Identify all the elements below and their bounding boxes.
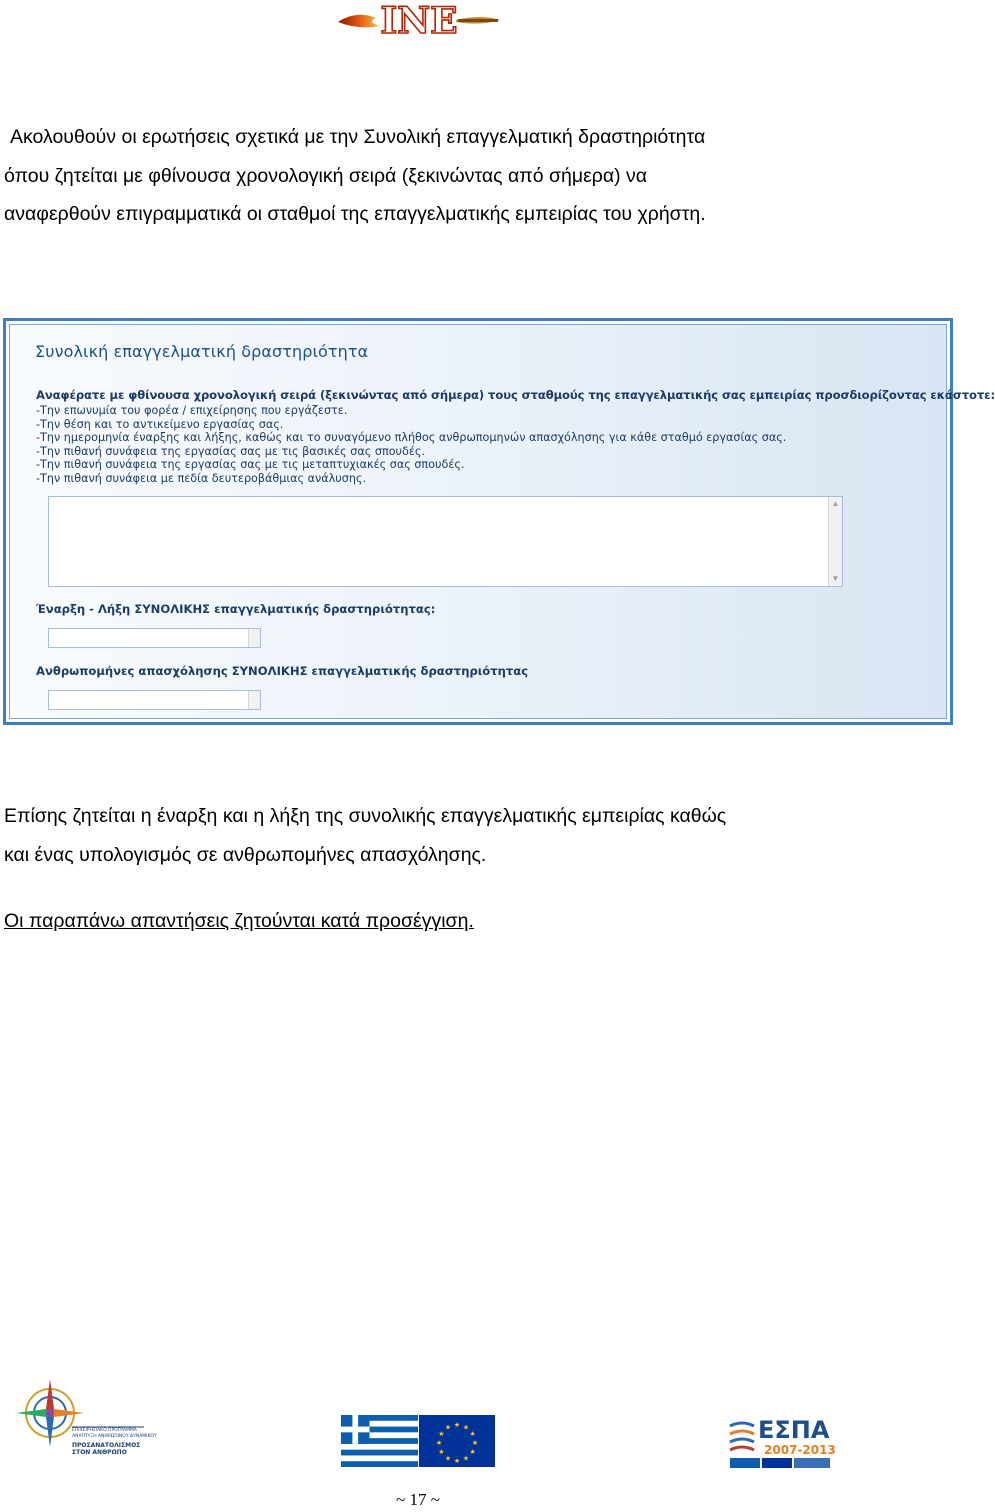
list-item: -Την επωνυμία του φορέα / επιχείρησης που εργάζεστε.: [36, 404, 348, 417]
program-logo-text: ΕΠΙΧΕΙΡΗΣΙΑΚΟ ΠΡΟΓΡΑΜΜΑ: [72, 1428, 137, 1433]
start-end-label: Έναρξη - Λήξη ΣΥΝΟΛΙΚΗΣ επαγγελματικής δραστηριότητας:: [36, 602, 436, 616]
svg-text:★: ★: [462, 1423, 470, 1432]
svg-text:★: ★: [444, 1423, 452, 1432]
svg-text:★: ★: [453, 1421, 461, 1429]
form-title: Συνολική επαγγελματική δραστηριότητα: [35, 342, 369, 361]
list-item: -Την θέση και το αντικείμενο εργασίας σας.: [36, 417, 284, 431]
svg-text:★: ★: [438, 1430, 445, 1438]
svg-text:★: ★: [471, 1439, 479, 1447]
approximation-note: Οι παραπάνω απαντήσεις ζητούνται κατά προσέγγιση.: [4, 910, 474, 932]
greek-flag: [341, 1415, 418, 1467]
start-end-input[interactable]: [48, 628, 261, 648]
form-panel: [9, 324, 995, 719]
intro-line: όπου ζητείται με φθίνουσα χρονολογική σειρά (ξεκινώντας από σήμερα) να: [4, 164, 648, 187]
form-instruction: Αναφέρατε με φθίνουσα χρονολογική σειρά (ξεκινώντας από σήμερα) τους σταθμούς της επαγγελματικής σας εμπειρίας προσδιορίζοντας εκάστοτε:: [36, 388, 995, 402]
experience-textarea[interactable]: [48, 496, 843, 587]
program-compass-logo: [14, 1373, 157, 1465]
svg-text:★: ★: [469, 1430, 476, 1438]
espa-text: ΕΣΠΑ: [758, 1416, 830, 1444]
svg-text:★: ★: [453, 1457, 461, 1465]
ine-logo: [336, 0, 502, 40]
page-number: ~ 17 ~: [396, 1490, 440, 1509]
list-item: -Την ημερομηνία έναρξης και λήξης, καθώς και το συναγόμενο πλήθος ανθρωπομηνών απασχόλησης για κάθε σταθμό εργασίας σας.: [36, 431, 787, 445]
espa-logo: [728, 1412, 836, 1469]
svg-text:★: ★: [435, 1439, 443, 1447]
ine-logo-text: INE: [380, 0, 458, 42]
program-logo-text: ΑΝΑΠΤΥΞΗ ΑΝΘΡΩΠΙΝΟΥ ΔΥΝΑΜΙΚΟΥ: [72, 1434, 157, 1439]
intro-paragraph: [4, 118, 944, 234]
form-instruction-list: [36, 404, 786, 486]
textarea-scrollbar[interactable]: [828, 497, 842, 586]
svg-text:★: ★: [469, 1448, 476, 1456]
paragraph-line: Επίσης ζητείται η έναρξη και η λήξη της συνολικής επαγγελματικής εμπειρίας καθώς: [4, 805, 727, 827]
espa-years: 2007-2013: [764, 1443, 836, 1457]
person-months-label: Ανθρωπομήνες απασχόλησης ΣΥΝΟΛΙΚΗΣ επαγγελματικής δραστηριότητας: [36, 664, 529, 678]
scroll-down-icon[interactable]: ▼: [831, 574, 840, 583]
program-logo-text: ΣΤΟΝ ΑΝΘΡΩΠΟ: [72, 1449, 127, 1456]
svg-text:★: ★: [438, 1448, 445, 1456]
intro-line: αναφερθούν επιγραμματικά οι σταθμοί της επαγγελματικής εμπειρίας του χρήστη.: [4, 203, 706, 225]
svg-text:★: ★: [444, 1454, 452, 1463]
intro-line: Ακολουθούν οι ερωτήσεις σχετικά με την Συνολική επαγγελματική δραστηριότητα: [10, 126, 706, 148]
person-months-input[interactable]: [48, 690, 261, 710]
form-screenshot: [3, 318, 995, 725]
program-logo-text: ΠΡΟΣΑΝΑΤΟΛΙΣΜΟΣ: [72, 1442, 141, 1449]
list-item: -Την πιθανή συνάφεια της εργασίας σας με τις μεταπτυχιακές σας σπουδές.: [36, 458, 465, 472]
eu-flag: [419, 1415, 495, 1467]
paragraph-2: [4, 797, 726, 874]
list-item: -Την πιθανή συνάφεια με πεδία δευτεροβάθμιας ανάλυσης.: [36, 471, 367, 485]
input-scrollbar: [248, 691, 260, 709]
input-scrollbar: [248, 629, 260, 647]
svg-text:★: ★: [462, 1454, 470, 1463]
list-item: -Την πιθανή συνάφεια της εργασίας σας με τις βασικές σας σπουδές.: [36, 444, 426, 458]
scroll-up-icon[interactable]: ▲: [831, 499, 840, 508]
paragraph-line: και ένας υπολογισμός σε ανθρωπομήνες απασχόλησης.: [4, 843, 487, 866]
